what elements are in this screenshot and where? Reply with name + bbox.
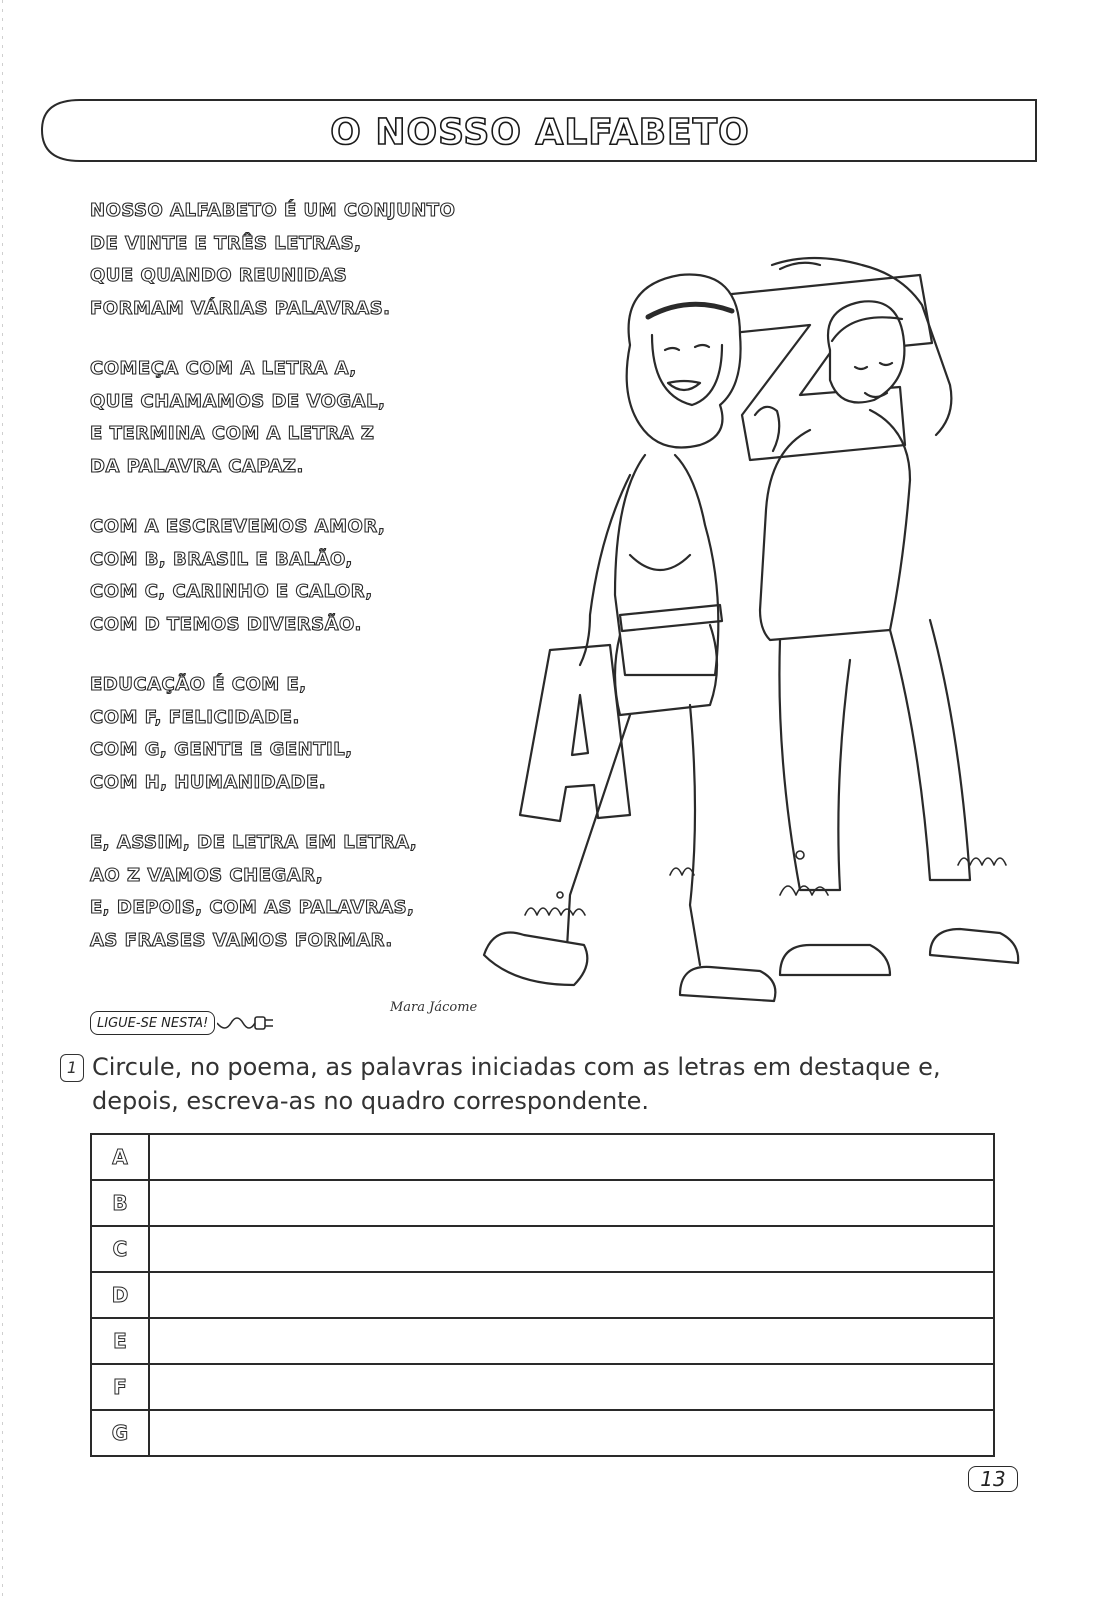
row-letter: E [91,1318,149,1364]
ligue-se-label: LIGUE-SE NESTA! [90,1011,215,1035]
poem-stanza-1 [90,195,530,325]
exercise-instruction [60,1050,1050,1118]
scan-edge [2,0,3,1600]
table-row [91,1226,994,1272]
page-title: O NOSSO ALFABETO [330,111,750,153]
answer-field-a[interactable] [149,1134,994,1180]
poem-verse: E, DEPOIS, COM AS PALAVRAS, [90,897,415,918]
row-letter: D [91,1272,149,1318]
poem-verse: QUE CHAMAMOS DE VOGAL, [90,390,386,412]
plug-icon [217,1012,277,1034]
poem-stanza-5 [90,827,530,957]
letter-a-sign [520,645,630,821]
answer-table [90,1133,995,1457]
row-letter: F [91,1364,149,1410]
poem-verse: EDUCAÇÃO É COM E, [90,674,307,695]
poem-stanza-2 [90,353,530,483]
poem-verse: AO Z VAMOS CHEGAR, [90,864,324,886]
poem-verse: E TERMINA COM A LETRA Z [90,423,375,444]
poem-verse: DA PALAVRA CAPAZ. [90,455,304,477]
answer-field-g[interactable] [149,1410,994,1456]
poem-verse: COM H, HUMANIDADE. [90,771,327,793]
row-letter: B [91,1180,149,1226]
answer-field-e[interactable] [149,1318,994,1364]
poem-verse: FORMAM VÁRIAS PALAVRAS. [90,297,391,319]
table-row [91,1134,994,1180]
poem-verse: NOSSO ALFABETO É UM CONJUNTO [90,200,456,221]
title-banner [40,98,1040,166]
row-letter: A [91,1134,149,1180]
exercise-text-line-1: Circule, no poema, as palavras iniciadas com as letras em destaque e, [92,1053,941,1081]
row-letter: C [91,1226,149,1272]
poem-verse: COM B, BRASIL E BALÃO, [90,548,353,570]
poem-verse: AS FRASES VAMOS FORMAR. [90,929,393,951]
answer-field-f[interactable] [149,1364,994,1410]
table-row [91,1364,994,1410]
poem-verse: QUE QUANDO REUNIDAS [90,265,348,286]
poem-stanza-4 [90,669,530,799]
answer-field-c[interactable] [149,1226,994,1272]
poem-verse: COM G, GENTE E GENTIL, [90,739,353,760]
table-row [91,1180,994,1226]
illustration-couple-with-letters [480,255,1025,1035]
poem [90,195,530,985]
answer-field-b[interactable] [149,1180,994,1226]
poem-verse: DE VINTE E TRÊS LETRAS, [90,232,362,254]
grass-tufts [525,851,1006,915]
poem-verse: COM A ESCREVEMOS AMOR, [90,516,386,537]
girl-figure [484,275,775,1002]
row-letter: G [91,1410,149,1456]
table-row [91,1318,994,1364]
table-row [91,1272,994,1318]
author-credit: Mara Jácome [390,1000,478,1015]
poem-verse: COM C, CARINHO E CALOR, [90,581,373,602]
exercise-number: 1 [60,1054,84,1082]
ligue-se-badge [90,1010,277,1036]
poem-verse: COM D TEMOS DIVERSÃO. [90,613,362,635]
table-row [91,1410,994,1456]
page-number: 13 [968,1466,1018,1492]
exercise-text-line-2: depois, escreva-as no quadro correspondente. [92,1087,649,1115]
answer-field-d[interactable] [149,1272,994,1318]
poem-verse: COM F, FELICIDADE. [90,706,300,728]
poem-verse: E, ASSIM, DE LETRA EM LETRA, [90,832,418,853]
poem-verse: COMEÇA COM A LETRA A, [90,358,357,379]
poem-stanza-3 [90,511,530,641]
